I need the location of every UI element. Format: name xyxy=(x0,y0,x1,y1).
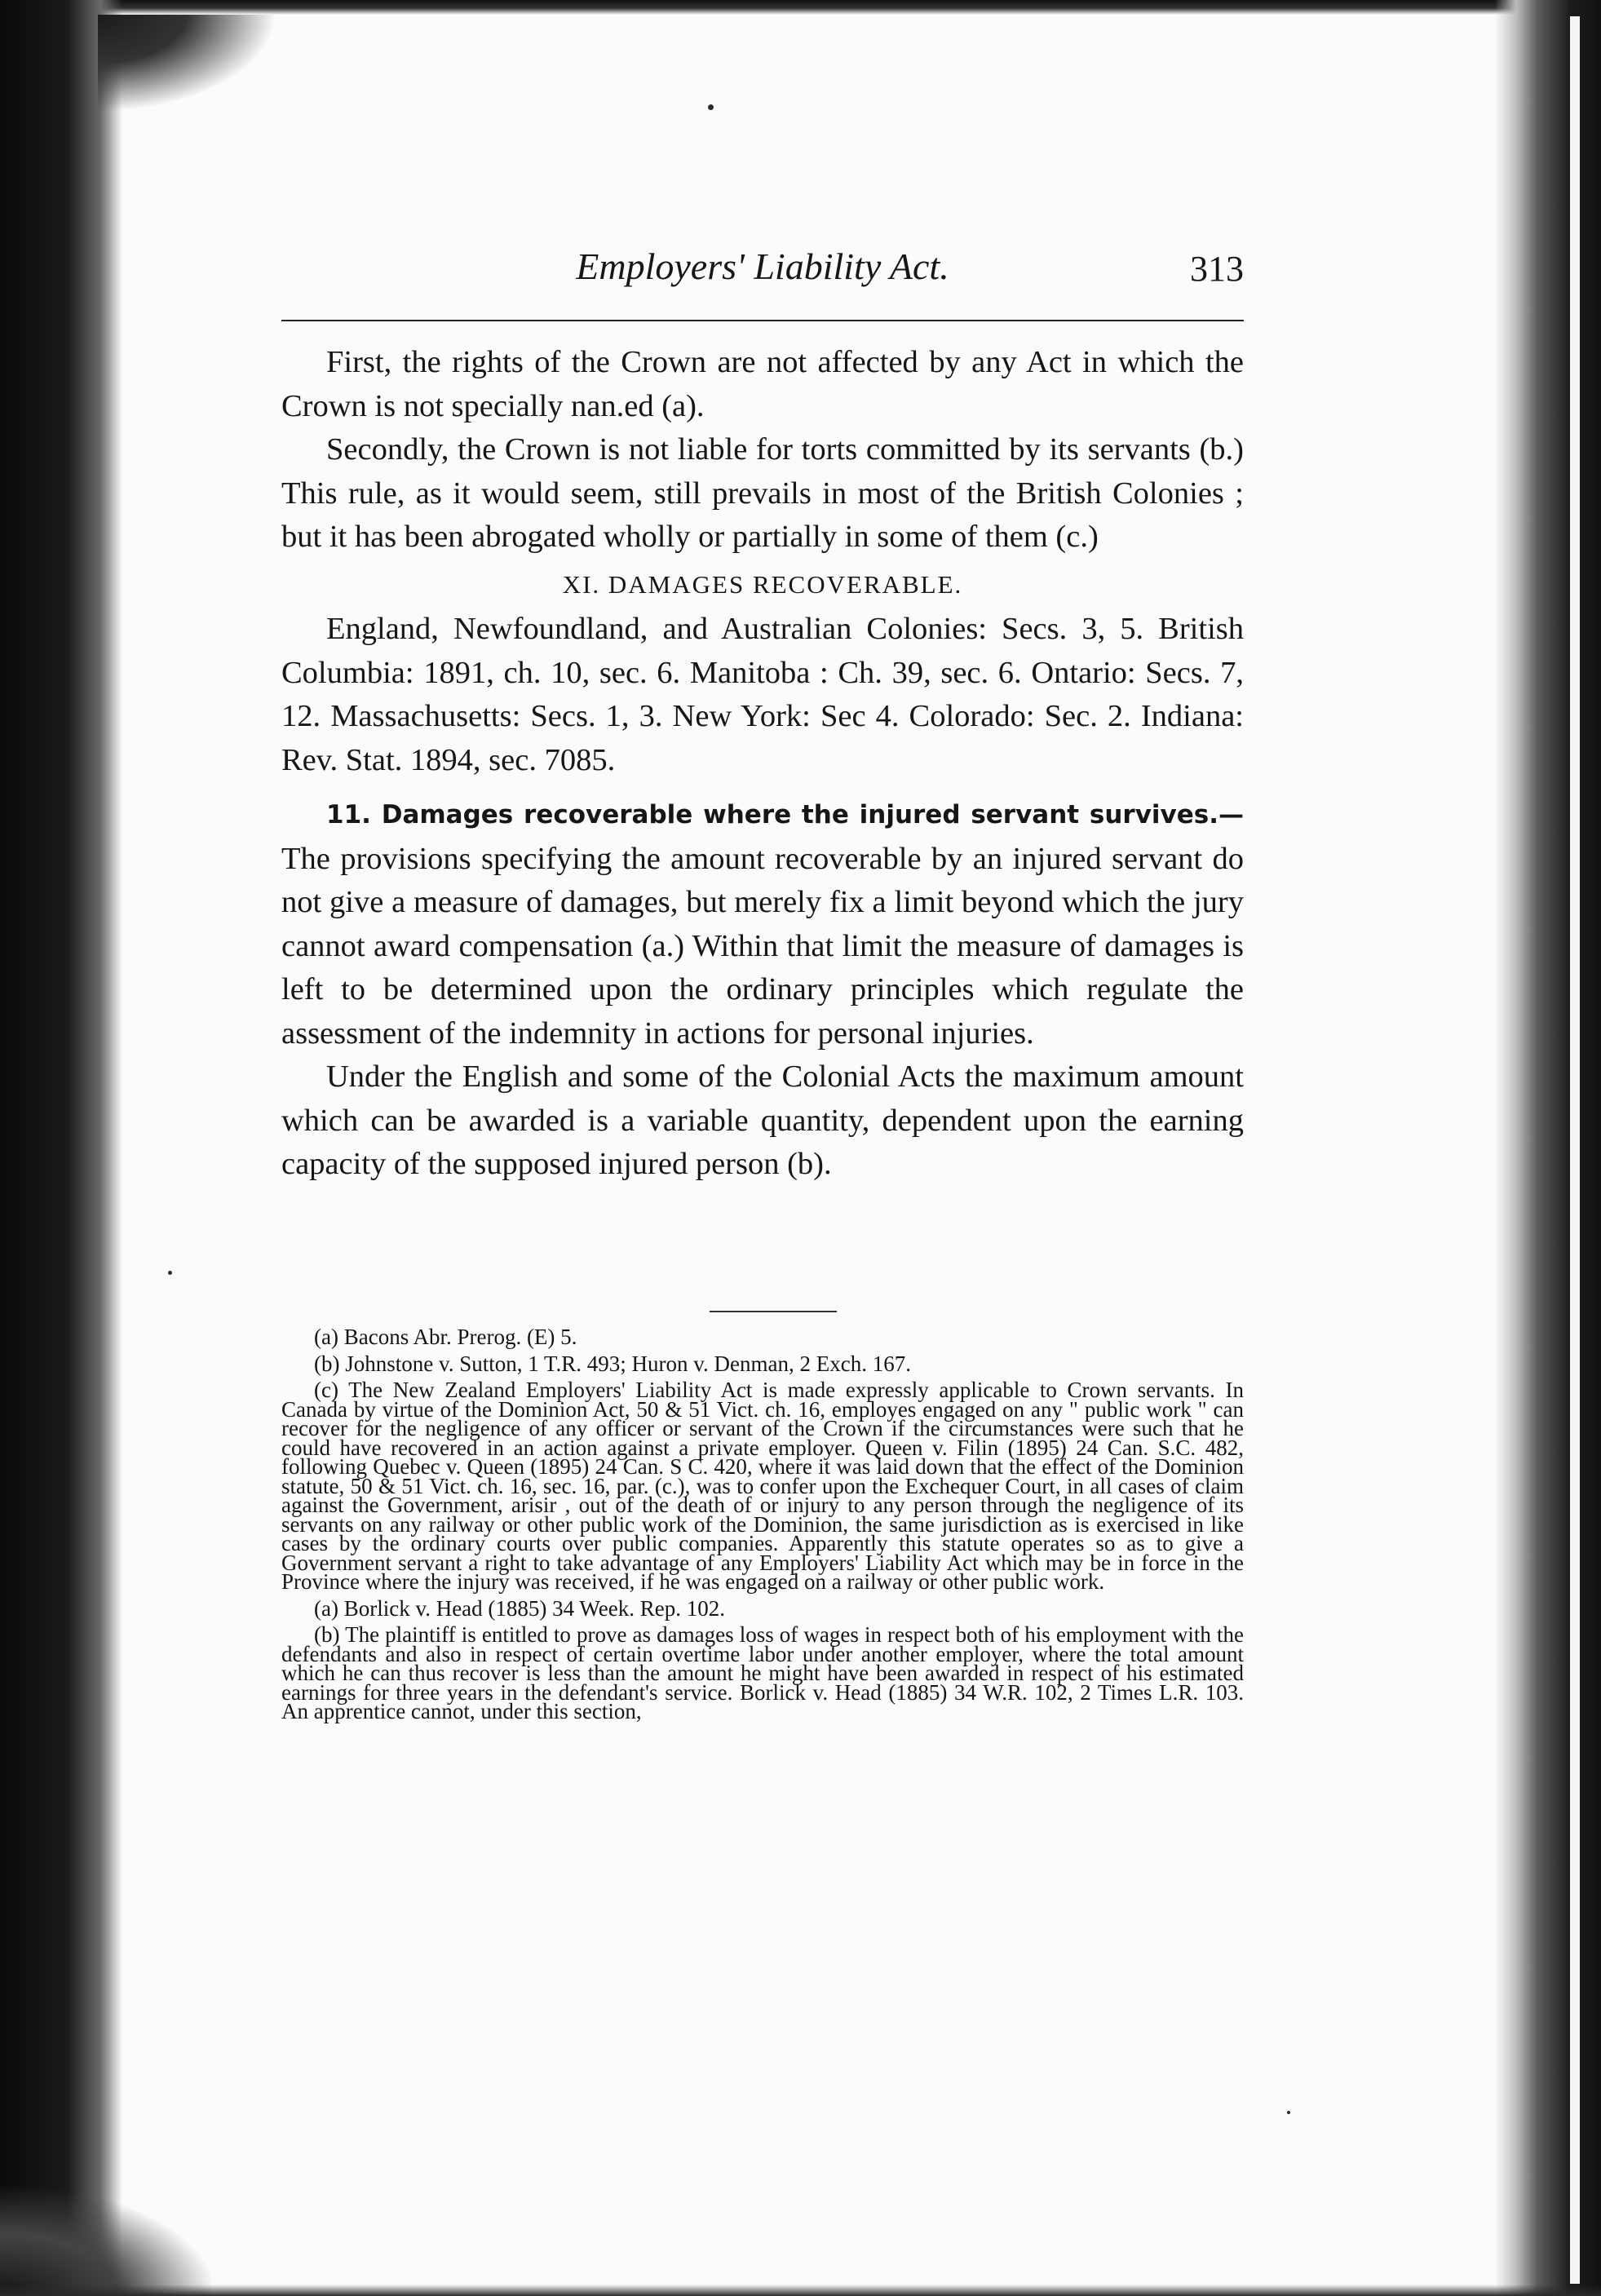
scan-speck xyxy=(1287,2111,1290,2114)
footnote-c: (c) The New Zealand Employers' Liability Act is made expressly applicable to Crown servants. In Canada by virtue of the Dominion Act, 50 & 51 Vict. ch. 16, employes engaged on any " public work " can recover for the negligence of any officer or servant of the Crown if the circumstances were such that he could have recovered in an action against a private employer. Queen v. Filin (1895) 24 Can. S.C. 482, following Quebec v. Queen (1895) 24 Can. S C. 420, where it was laid down that the effect of the Dominion statute, 50 & 51 Vict. ch. 16, sec. 16, par. (c.), was to confer upon the Exchequer Court, in all cases of claim against the Government, arisir , out of the death of or injury to any person through the negligence of its servants on any railway or other public work of the Dominion, the same jurisdiction as is exercised in like cases by the ordinary courts over public companies. Apparently this statute operates so as to give a Government servant a right to take advantage of any Employers' Liability Act which may be in force in the Province where the injury was received, if he was engaged on a railway or other public work. xyxy=(281,1378,1244,1594)
scan-edge-right xyxy=(1495,0,1601,2296)
section-11-heading: 11. Damages recoverable where the injured servant survives.— xyxy=(326,800,1244,829)
section-11-text: The provisions specifying the amount recoverable by an injured servant do not give a measure of damages, but merely fix a limit beyond which the jury cannot award compensation (a.) Within that limit the measure of damages is left to be determined upon the ordinary principles which regulate the assessment of the indemnity in actions for personal injuries. xyxy=(281,841,1244,1051)
page-number: 313 xyxy=(1190,249,1244,289)
scan-speck xyxy=(168,1271,172,1275)
page-header xyxy=(281,245,1244,302)
footnote-a: (a) Bacons Abr. Prerog. (E) 5. xyxy=(314,1325,577,1349)
scan-edge-top xyxy=(0,0,1601,15)
paragraph-crown-torts: Secondly, the Crown is not liable for torts committed by its servants (b.) This rule, as it would seem, still prevails in most of the British Colonies ; but it has been abrogated wholly or partially in some of them (c.) xyxy=(281,432,1244,554)
paragraph-english-acts: Under the English and some of the Colonial Acts the maximum amount which can be awarded is a variable quantity, dependent upon the earning capacity of the supposed injured person (b). xyxy=(281,1060,1244,1181)
main-text xyxy=(281,341,1244,1187)
footnote-b: (b) Johnstone v. Sutton, 1 T.R. 493; Huron v. Denman, 2 Exch. 167. xyxy=(314,1351,911,1376)
paragraph-section-11 xyxy=(281,792,1244,1055)
scan-edge-left-fold xyxy=(98,15,277,113)
scan-edge-right-band xyxy=(1570,16,1580,2284)
paragraph-statutes: England, Newfoundland, and Australian Colonies: Secs. 3, 5. British Columbia: 1891, ch. 10, sec. 6. Manitoba : Ch. 39, sec. 6. Ontario: Secs. 7, 12. Massachusetts: Secs. 1, 3. New York: Sec 4. Colorado: Sec. 2. Indiana: Rev. Stat. 1894, sec. 7085. xyxy=(281,612,1244,777)
section-heading: XI. DAMAGES RECOVERABLE. xyxy=(562,569,963,599)
footnote-a-second: (a) Borlick v. Head (1885) 34 Week. Rep. 102. xyxy=(314,1595,725,1621)
footnote-separator xyxy=(710,1311,837,1312)
paragraph-crown-rights: First, the rights of the Crown are not affected by any Act in which the Crown is not specially nan.ed (a). xyxy=(281,345,1244,423)
footnote-b-second: (b) The plaintiff is entitled to prove as damages loss of wages in respect both of his employment with the defendants and also in respect of certain overtime labor under another employer, where the total amount which he can thus recover is less than the amount he might have been awarded in respect of his estimated earnings for three years in the defendant's service. Borlick v. Head (1885) 34 W.R. 102, 2 Times L.R. 103. An apprentice cannot, under this section, xyxy=(281,1622,1244,1723)
scan-edge-left-bottom xyxy=(0,2186,212,2296)
scan-edge-bottom xyxy=(0,2285,1601,2296)
scan-speck xyxy=(708,104,714,110)
running-title: Employers' Liability Act. xyxy=(576,246,949,287)
header-rule xyxy=(281,320,1244,321)
scan-edge-left xyxy=(0,0,122,2296)
footnotes xyxy=(281,1325,1244,1729)
